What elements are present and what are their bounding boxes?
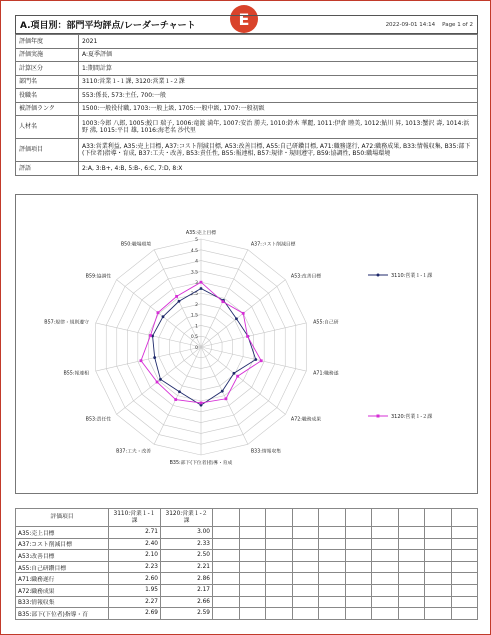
score-cell: 3.00 <box>161 527 213 539</box>
column-header: 評価項目 <box>16 509 109 527</box>
empty-header-cell <box>239 509 266 527</box>
score-cell: 2.21 <box>161 561 213 573</box>
empty-cell <box>398 550 425 562</box>
item-name-cell: A37:コスト削減目標 <box>16 538 109 550</box>
empty-cell <box>345 573 372 585</box>
series-point <box>235 317 238 320</box>
info-row <box>16 139 478 162</box>
report-title: A.項目別：部門平均評点/レーダーチャート <box>20 21 196 31</box>
radial-tick-label: 2 <box>195 302 198 308</box>
empty-cell <box>239 584 266 596</box>
empty-cell <box>425 573 452 585</box>
empty-cell <box>425 596 452 608</box>
score-cell: 2.60 <box>109 573 161 585</box>
series-point <box>221 300 224 303</box>
score-table <box>15 508 478 620</box>
empty-cell <box>292 584 319 596</box>
category-label: A35:売上目標 <box>185 231 217 236</box>
empty-cell <box>345 608 372 620</box>
empty-cell <box>398 538 425 550</box>
radar-chart-panel <box>15 194 478 494</box>
category-label: B37:工夫・改善 <box>116 449 152 455</box>
radial-tick-label: 1 <box>195 324 198 330</box>
score-cell: 2.69 <box>109 608 161 620</box>
info-label: 評価年度 <box>16 35 79 49</box>
series-point <box>178 390 181 393</box>
series-point <box>156 381 159 384</box>
empty-cell <box>372 550 399 562</box>
empty-cell <box>319 608 346 620</box>
info-value: A33:営業利益, A35:売上目標, A37:コスト削減目標, A53:改善目標, A55:自己研鑽目標, A71:職務遂行, A72:職務成果, B33:情報収集, B35:部下(下位者)指導・育成, B37:工夫・改善, B53:責任性, B55:報連相, B57:規律・規則遵守, B59:協調性, B50:職場環境 <box>79 139 478 162</box>
series-point <box>246 335 249 338</box>
empty-cell <box>425 550 452 562</box>
empty-cell <box>451 527 478 539</box>
table-row <box>16 596 478 608</box>
info-value: 2:A, 3:B+, 4:B, 5:B-, 6:C, 7:D, 8:X <box>79 162 478 176</box>
empty-cell <box>319 550 346 562</box>
info-row <box>16 102 478 116</box>
empty-cell <box>372 608 399 620</box>
column-header: 3120:営業１-２課 <box>161 509 213 527</box>
series-point <box>221 390 224 393</box>
empty-cell <box>292 550 319 562</box>
info-row <box>16 35 478 49</box>
empty-cell <box>345 550 372 562</box>
empty-cell <box>451 538 478 550</box>
table-row <box>16 573 478 585</box>
radial-tick-label: 4 <box>195 259 198 265</box>
grid-spoke <box>117 347 201 414</box>
info-label: 評語 <box>16 162 79 176</box>
empty-header-cell <box>345 509 372 527</box>
header-meta <box>386 22 473 28</box>
empty-cell <box>266 584 293 596</box>
legend-marker <box>377 274 380 277</box>
series-point <box>260 359 263 362</box>
series-point <box>140 359 143 362</box>
empty-cell <box>319 573 346 585</box>
empty-cell <box>451 608 478 620</box>
series-point <box>254 358 257 361</box>
category-label: B55:報連相 <box>63 371 89 377</box>
item-name-cell: B33:情報収集 <box>16 596 109 608</box>
empty-cell <box>425 584 452 596</box>
score-cell: 2.17 <box>161 584 213 596</box>
empty-cell <box>345 527 372 539</box>
empty-cell <box>319 561 346 573</box>
score-cell: 2.66 <box>161 596 213 608</box>
empty-cell <box>292 527 319 539</box>
info-value: 2021 <box>79 35 478 49</box>
empty-cell <box>292 596 319 608</box>
empty-header-cell <box>451 509 478 527</box>
info-value: 3110:営業１-１課, 3120:営業１-２課 <box>79 75 478 89</box>
item-name-cell: A71:職務遂行 <box>16 573 109 585</box>
empty-cell <box>292 561 319 573</box>
empty-cell <box>398 527 425 539</box>
empty-cell <box>345 538 372 550</box>
empty-cell <box>239 550 266 562</box>
empty-header-cell <box>425 509 452 527</box>
empty-cell <box>345 596 372 608</box>
score-cell: 2.33 <box>161 538 213 550</box>
empty-cell <box>319 584 346 596</box>
empty-cell <box>213 584 240 596</box>
empty-cell <box>345 561 372 573</box>
empty-cell <box>319 538 346 550</box>
category-label: B35:部下(下位者)指導・育成 <box>169 461 233 466</box>
empty-header-cell <box>319 509 346 527</box>
item-name-cell: B35:部下(下位者)指導・育 <box>16 608 109 620</box>
empty-cell <box>266 608 293 620</box>
table-row <box>16 584 478 596</box>
empty-cell <box>372 584 399 596</box>
info-value: 1:期間計算 <box>79 62 478 76</box>
info-label: 部門名 <box>16 75 79 89</box>
info-label: 役職名 <box>16 89 79 103</box>
empty-cell <box>451 596 478 608</box>
item-name-cell: A55:自己研鑽目標 <box>16 561 109 573</box>
empty-header-cell <box>398 509 425 527</box>
empty-header-cell <box>213 509 240 527</box>
category-label: B57:規律・規則遵守 <box>44 320 89 326</box>
empty-cell <box>266 527 293 539</box>
empty-cell <box>372 573 399 585</box>
empty-cell <box>266 596 293 608</box>
empty-cell <box>266 538 293 550</box>
radial-tick-label: 3 <box>195 281 198 287</box>
empty-cell <box>319 596 346 608</box>
series-point <box>242 312 245 315</box>
category-label: A72:職務成果 <box>290 417 322 423</box>
empty-cell <box>398 561 425 573</box>
table-row <box>16 527 478 539</box>
empty-cell <box>292 608 319 620</box>
info-row <box>16 48 478 62</box>
series-point <box>175 295 178 298</box>
radial-tick-label: 1.5 <box>190 313 198 319</box>
empty-cell <box>239 538 266 550</box>
column-header: 3110:営業１-１課 <box>109 509 161 527</box>
empty-cell <box>266 573 293 585</box>
empty-cell <box>239 561 266 573</box>
score-cell: 2.50 <box>161 550 213 562</box>
marker-badge: E <box>230 5 258 33</box>
empty-cell <box>425 538 452 550</box>
info-row <box>16 89 478 103</box>
score-cell: 1.95 <box>109 584 161 596</box>
score-cell: 2.23 <box>109 561 161 573</box>
score-cell: 2.10 <box>109 550 161 562</box>
series-point <box>200 281 203 284</box>
empty-cell <box>425 608 452 620</box>
info-value: 553:係長, 573:主任, 700:一般 <box>79 89 478 103</box>
legend-label: 3120:営業１-２課 <box>391 414 433 420</box>
series-point <box>178 300 181 303</box>
empty-cell <box>239 573 266 585</box>
empty-cell <box>292 573 319 585</box>
empty-cell <box>239 608 266 620</box>
score-table-header <box>16 509 478 527</box>
score-cell: 2.86 <box>161 573 213 585</box>
radial-tick-label: 4.5 <box>190 248 198 254</box>
empty-cell <box>398 596 425 608</box>
empty-cell <box>266 550 293 562</box>
empty-header-cell <box>292 509 319 527</box>
empty-cell <box>213 561 240 573</box>
info-label: 人材名 <box>16 116 79 139</box>
series-point <box>200 402 203 405</box>
radar-chart <box>16 195 479 495</box>
info-label: 計算区分 <box>16 62 79 76</box>
empty-cell <box>425 527 452 539</box>
empty-cell <box>292 538 319 550</box>
radial-tick-label: 3.5 <box>190 270 198 276</box>
info-label: 被評価ランク <box>16 102 79 116</box>
empty-cell <box>398 608 425 620</box>
empty-cell <box>372 596 399 608</box>
empty-cell <box>451 584 478 596</box>
score-cell: 2.59 <box>161 608 213 620</box>
info-value: A:夏季評価 <box>79 48 478 62</box>
empty-cell <box>239 596 266 608</box>
legend-label: 3110:営業１-１課 <box>391 273 433 279</box>
info-row <box>16 75 478 89</box>
series-point <box>200 287 203 290</box>
empty-cell <box>319 527 346 539</box>
table-row <box>16 550 478 562</box>
empty-cell <box>213 596 240 608</box>
category-label: A71:職務遂 <box>313 371 339 377</box>
grid-spoke <box>201 347 285 414</box>
info-row <box>16 62 478 76</box>
empty-header-cell <box>266 509 293 527</box>
score-cell: 2.40 <box>109 538 161 550</box>
legend-marker <box>377 415 380 418</box>
info-value: 1500:一般役付職, 1703:一般上級, 1705:一般中級, 1707:一般初級 <box>79 102 478 116</box>
radial-tick-label: 2.5 <box>190 292 198 297</box>
info-label: 評価実施 <box>16 48 79 62</box>
empty-cell <box>398 573 425 585</box>
empty-cell <box>372 538 399 550</box>
report-datetime: 2022-09-01 14:14 <box>385 21 436 28</box>
item-name-cell: A72:職務成果 <box>16 584 109 596</box>
empty-cell <box>266 561 293 573</box>
info-label: 評価項目 <box>16 139 79 162</box>
info-row <box>16 162 478 176</box>
category-label: A37:コスト削減目標 <box>250 242 296 248</box>
category-label: A53:改善目標 <box>290 274 322 280</box>
score-cell: 2.27 <box>109 596 161 608</box>
category-label: B59:協調性 <box>85 274 112 280</box>
empty-cell <box>213 527 240 539</box>
empty-cell <box>372 527 399 539</box>
series-point <box>149 334 152 337</box>
category-label: B53:責任性 <box>85 417 112 423</box>
series-point <box>157 311 160 314</box>
radial-tick-label: 0 <box>195 346 198 351</box>
empty-cell <box>425 561 452 573</box>
series-point <box>153 356 156 359</box>
series-point <box>233 372 236 375</box>
category-label: B50:職場環境 <box>120 242 152 248</box>
empty-cell <box>451 550 478 562</box>
radial-tick-label: 5 <box>195 238 198 243</box>
category-label: A55:自己研 <box>313 320 339 326</box>
info-row <box>16 116 478 139</box>
empty-cell <box>239 527 266 539</box>
empty-cell <box>213 573 240 585</box>
series-point <box>225 397 228 400</box>
radial-tick-label: 0.5 <box>190 335 198 341</box>
table-row <box>16 561 478 573</box>
item-name-cell: A53:改善目標 <box>16 550 109 562</box>
item-name-cell: A35:売上目標 <box>16 527 109 539</box>
series-point <box>236 375 239 378</box>
empty-header-cell <box>372 509 399 527</box>
conditions-table <box>15 34 478 176</box>
empty-cell <box>451 561 478 573</box>
table-row <box>16 538 478 550</box>
empty-cell <box>345 584 372 596</box>
empty-cell <box>451 573 478 585</box>
category-label: B33:情報収集 <box>250 449 282 455</box>
page-indicator: Page 1 of 2 <box>442 21 473 28</box>
series-point <box>159 378 162 381</box>
empty-cell <box>213 538 240 550</box>
score-cell: 2.71 <box>109 527 161 539</box>
empty-cell <box>213 550 240 562</box>
table-row <box>16 608 478 620</box>
empty-cell <box>213 608 240 620</box>
empty-cell <box>372 561 399 573</box>
series-point <box>162 315 165 318</box>
empty-cell <box>398 584 425 596</box>
info-value: 1003:今郎 八郎, 1005:鮫口 瑞子, 1006:竜渡 満年, 1007:安治 勝夫, 1010:鈴木 華麗, 1011:伊倉 睦美, 1012:鮎川 昇, 1013:蟹沢 壽, 1014:浜野 沸, 1015:平目 雄, 1016:海老名 沙代里 <box>79 116 478 139</box>
report-header <box>15 15 478 34</box>
series-point <box>174 398 177 401</box>
